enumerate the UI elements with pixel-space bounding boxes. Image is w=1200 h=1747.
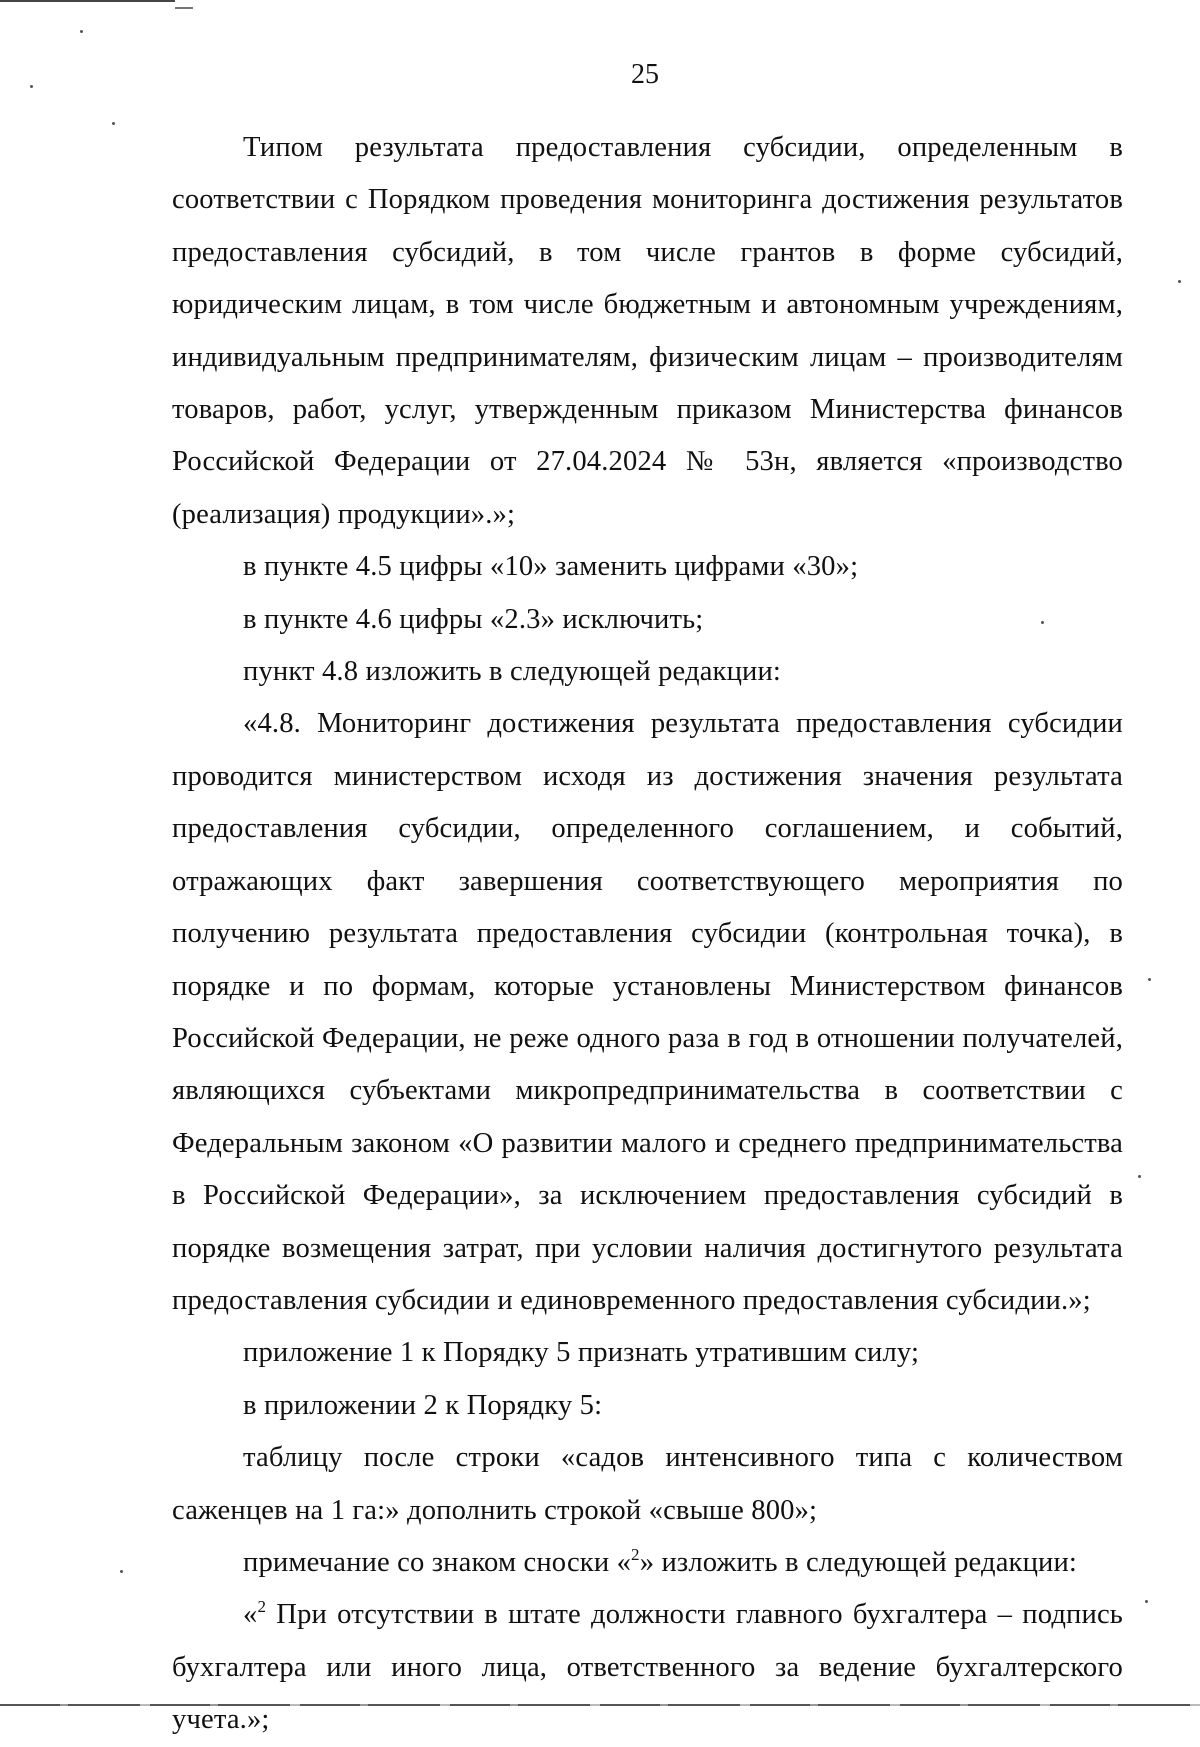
paragraph: Типом результата предоставления субсидии, определенным в соответствии с Порядком проведения мониторинга достижения результатов предоставления субсидий, в том числе грантов в форме субсидий, юридическим лицам, в том числе бюджетным и автономным учреждениям, индивидуальным предпринимателям, физическим лицам – производителям товаров, работ, услуг, утвержденным приказом Министерства финансов Российской Федерации от 27.04.2024 № 53н, является «производство (реализация) продукции».»; <box>172 132 1123 530</box>
document-body <box>172 122 1123 1747</box>
scan-speck <box>1145 1600 1148 1603</box>
paragraph: в пункте 4.5 цифры «10» заменить цифрами «30»; <box>243 551 859 583</box>
text-run: » изложить в следующей редакции: <box>639 1546 1078 1578</box>
paragraph: «4.8. Мониторинг достижения результата предоставления субсидии проводится министерством исходя из достижения значения результата предоставления субсидии, определенного соглашением, и событий, отражающих факт завершения соответствующего мероприятия по получению результата предоставления субсидии (контрольная точка), в порядке и по формам, которые установлены Министерством финансов Российской Федерации, не реже одного раза в год в отношении получателей, являющихся субъектами микропредпринимательства в соответствии с Федеральным законом «О развитии малого и среднего предпринимательства в Российской Федерации», за исключением предоставления субсидий в порядке возмещения затрат, при условии наличия достигнутого результата предоставления субсидии и единовременного предоставления субсидии.»; <box>172 708 1123 1316</box>
scan-speck <box>112 122 115 125</box>
text-run: При отсутствии в штате должности главного бухгалтера – подпись бухгалтера или иного лица, ответственного за ведение бухгалтерского учета.»; <box>172 1599 1123 1736</box>
paragraph: пункт 4.8 изложить в следующей редакции: <box>243 656 782 688</box>
scan-speck <box>1178 280 1181 283</box>
text-run: « <box>243 1599 258 1631</box>
paragraph-footnote-note <box>172 1537 1123 1589</box>
scan-speck <box>1138 1175 1141 1178</box>
footnote-mark: 2 <box>631 1544 640 1564</box>
scan-edge-mark <box>175 7 193 9</box>
text-run: примечание со знаком сноски « <box>243 1546 632 1578</box>
paragraph: в приложении 2 к Порядку 5: <box>243 1389 603 1421</box>
paragraph: приложение 1 к Порядку 5 признать утратившим силу; <box>243 1337 920 1369</box>
scan-speck <box>1148 978 1151 981</box>
scan-edge-mark <box>0 0 175 2</box>
paragraph: в пункте 4.6 цифры «2.3» исключить; <box>243 603 704 635</box>
paragraph-footnote-text <box>172 1589 1123 1746</box>
scan-speck <box>80 30 83 33</box>
scan-speck <box>120 1570 123 1573</box>
paragraph: таблицу после строки «садов интенсивного типа с количеством саженцев на 1 га:» дополнить строкой «свыше 800»; <box>172 1442 1123 1526</box>
page-number: 25 <box>631 59 659 90</box>
footnote-mark: 2 <box>257 1597 267 1617</box>
